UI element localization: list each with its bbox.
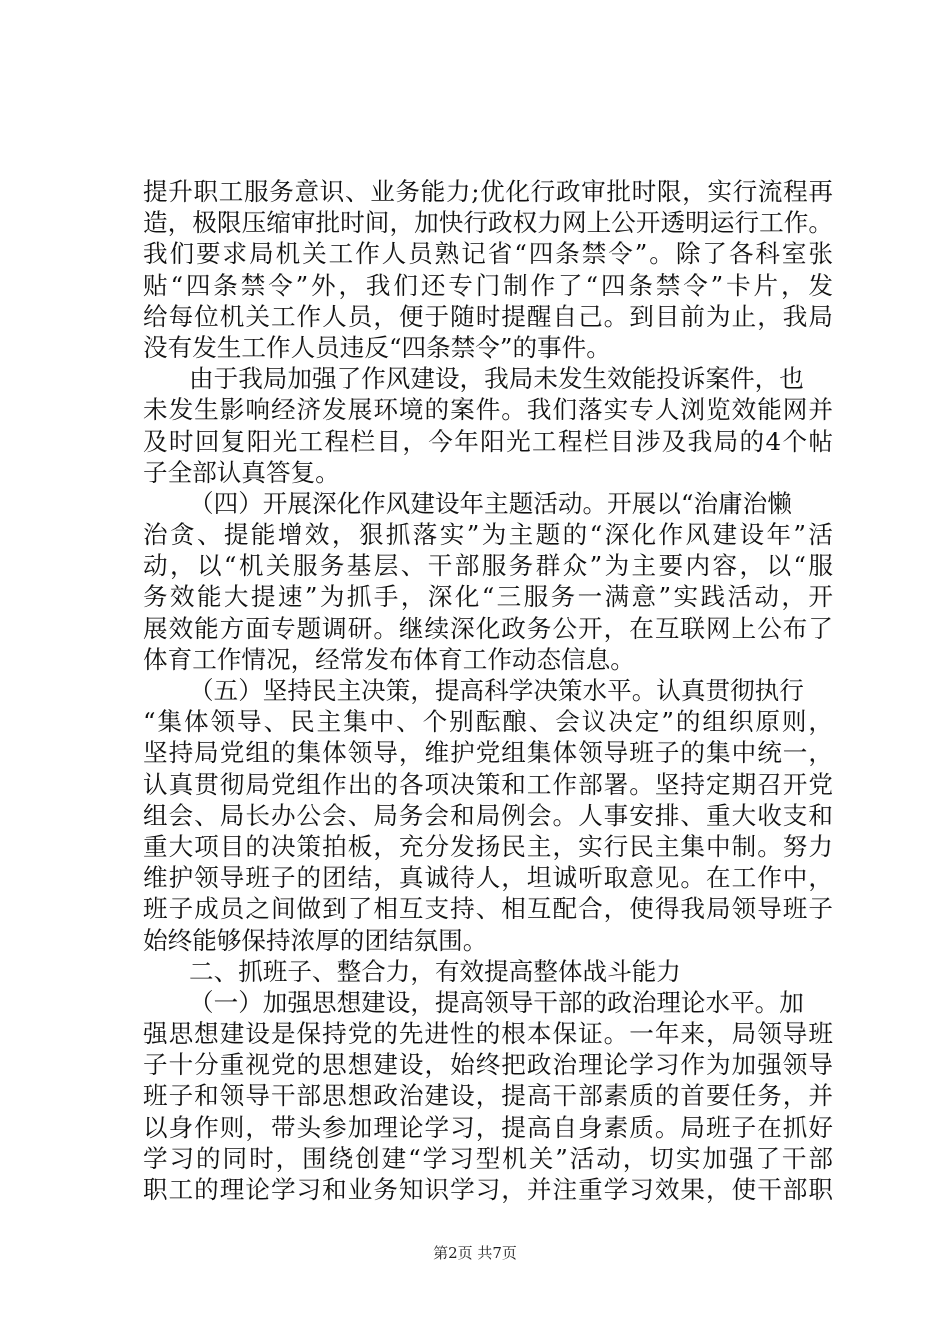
body-text-line: 学习的同时，围绕创建“学习型机关”活动，切实加强了干部 <box>143 1143 833 1173</box>
body-text-line: 没有发生工作人员违反“四条禁令”的事件。 <box>143 332 611 362</box>
body-text-line: 组会、局长办公会、局务会和局例会。人事安排、重大收支和 <box>143 800 833 830</box>
body-text-line: 班子和领导干部思想政治建设，提高干部素质的首要任务，并 <box>143 1081 833 1111</box>
body-text-line: 及时回复阳光工程栏目，今年阳光工程栏目涉及我局的4个帖 <box>143 426 833 456</box>
body-text-line: 未发生影响经济发展环境的案件。我们落实专人浏览效能网并 <box>143 395 833 425</box>
body-text-line: 务效能大提速”为抓手，深化“三服务一满意”实践活动，开 <box>143 582 833 612</box>
body-text-line: 班子成员之间做到了相互支持、相互配合，使得我局领导班子 <box>143 894 833 924</box>
body-text-line: 给每位机关工作人员，便于随时提醒自己。到目前为止，我局 <box>143 301 833 331</box>
body-text-line: 始终能够保持浓厚的团结氛围。 <box>143 925 488 955</box>
body-text-line: 治贪、提能增效，狠抓落实”为主题的“深化作风建设年”活 <box>143 520 833 550</box>
body-text-line: 展效能方面专题调研。继续深化政务公开，在互联网上公布了 <box>143 613 833 643</box>
body-text-line: 职工的理论学习和业务知识学习，并注重学习效果，使干部职 <box>143 1175 833 1204</box>
body-text-line: （四）开展深化作风建设年主题活动。开展以“治庸治懒 <box>189 488 792 518</box>
body-text-line: 我们要求局机关工作人员熟记省“四条禁令”。除了各科室张 <box>143 239 833 269</box>
body-text-line: 造，极限压缩审批时间，加快行政权力网上公开透明运行工作。 <box>143 208 833 238</box>
body-text-line: （五）坚持民主决策，提高科学决策水平。认真贯彻执行 <box>189 676 804 705</box>
page-number-footer: 第2页 共7页 <box>433 1244 517 1262</box>
body-text-line: 动，以“机关服务基层、干部服务群众”为主要内容，以“服 <box>143 551 833 581</box>
body-text-line: 由于我局加强了作风建设，我局未发生效能投诉案件，也 <box>189 364 804 394</box>
body-text-line: “集体领导、民主集中、个别酝酿、会议决定”的组织原则， <box>143 707 833 737</box>
body-text-line: 坚持局党组的集体领导，维护党组集体领导班子的集中统一， <box>143 738 833 768</box>
body-text-line: 以身作则，带头参加理论学习，提高自身素质。局班子在抓好 <box>143 1112 833 1142</box>
document-body <box>143 176 833 1205</box>
body-text-line: （一）加强思想建设，提高领导干部的政治理论水平。加 <box>189 987 804 1017</box>
body-text-line: 体育工作情况，经常发布体育工作动态信息。 <box>143 644 635 674</box>
body-text-line: 贴“四条禁令”外，我们还专门制作了“四条禁令”卡片，发 <box>143 270 833 300</box>
body-text-line: 提升职工服务意识、业务能力;优化行政审批时限，实行流程再 <box>143 177 833 206</box>
body-text-line: 重大项目的决策拍板，充分发扬民主，实行民主集中制。努力 <box>143 831 833 861</box>
section-heading-line: 二、抓班子、整合力，有效提高整体战斗能力 <box>189 956 681 986</box>
body-text-line: 维护领导班子的团结，真诚待人，坦诚听取意见。在工作中， <box>143 863 833 893</box>
body-text-line: 认真贯彻局党组作出的各项决策和工作部署。坚持定期召开党 <box>143 769 833 799</box>
body-text-line: 子全部认真答复。 <box>143 457 340 487</box>
body-text-line: 子十分重视党的思想建设，始终把政治理论学习作为加强领导 <box>143 1050 833 1080</box>
body-text-line: 强思想建设是保持党的先进性的根本保证。一年来，局领导班 <box>143 1019 833 1049</box>
